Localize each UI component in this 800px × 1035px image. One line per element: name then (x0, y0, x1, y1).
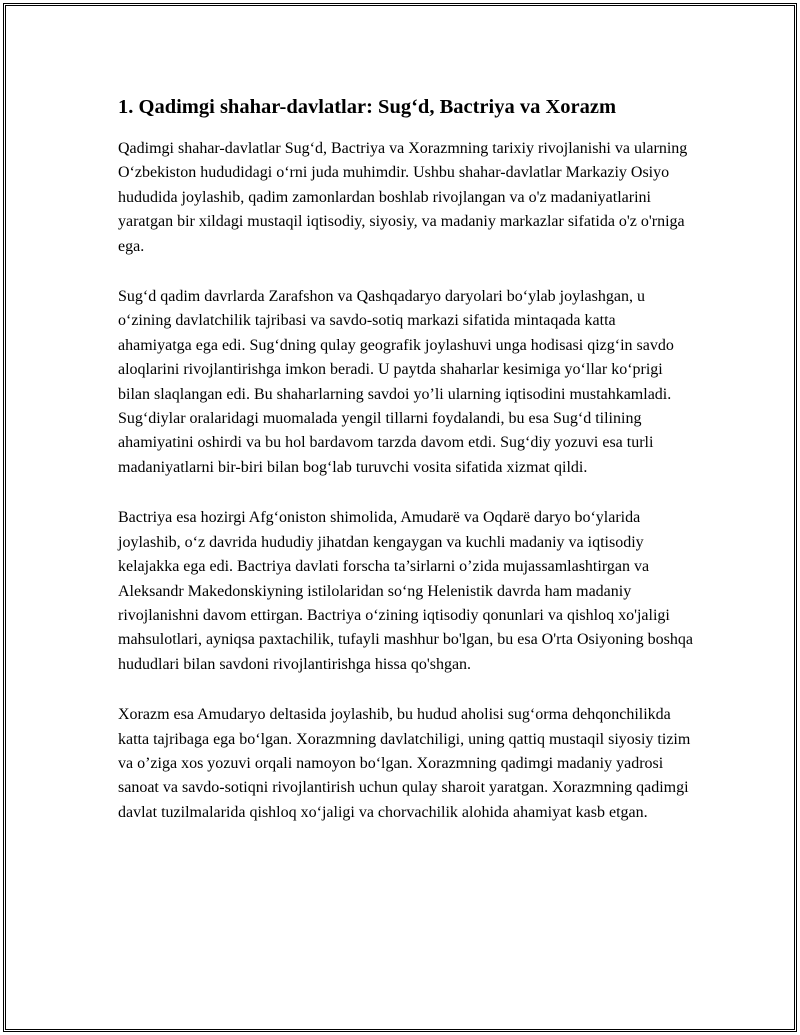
paragraph-intro: Qadimgi shahar-davlatlar Sug‘d, Bactriya va Xorazmning tarixiy rivojlanishi va ularning O‘zbekiston hududidagi o‘rni juda muhimdir. Ushbu shahar-davlatlar Markaziy Osiyo hududida joylashib, qadim zamonlardan boshlab rivojlangan va o'z madaniyatlarini yaratgan bir xildagi mustaqil iqtisodiy, siyosiy, va madaniy markazlar sifatida o'z o'rniga ega. (118, 140, 688, 255)
document-body (118, 95, 693, 851)
paragraph-xorazm: Xorazm esa Amudaryo deltasida joylashib, bu hudud aholisi sug‘orma dehqonchilikda katta tajribaga ega bo‘lgan. Xorazmning davlatchiligi, uning qattiq mustaqil siyosiy tizim va o’ziga xos yozuvi orqali namoyon bo‘lgan. Xorazmning qadimgi madaniy yadrosi sanoat va savdo-sotiqni rivojlantirish uchun qulay sharoit yaratgan. Xorazmning qadimgi davlat tuzilmalarida qishloq xo‘jaligi va chorvachilik alohida ahamiyat kasb etgan. (118, 706, 691, 821)
section-heading: 1. Qadimgi shahar-davlatlar: Sug‘d, Bactriya va Xorazm (118, 96, 617, 118)
paragraph-bactriya: Bactriya esa hozirgi Afg‘oniston shimolida, Amudarë va Oqdarë daryo bo‘ylarida joylashib, o‘z davrida hududiy jihatdan kengaygan va kuchli madaniy va iqtisodiy kelajakka ega edi. Bactriya davlati forscha ta’sirlarni o’zida mujassamlashtirgan va Aleksandr Makedonskiyning istilolaridan so‘ng Helenistik davrda ham madaniy rivojlanishni davom ettirgan. Bactriya o‘zining iqtisodiy qonunlari va qishloq xo'jaligi mahsulotlari, ayniqsa paxtachilik, tufayli mashhur bo'lgan, bu esa O'rta Osiyoning boshqa hududlari bilan savdoni rivojlantirishga hissa qo'shgan. (118, 509, 693, 673)
paragraph-sugd: Sug‘d qadim davrlarda Zarafshon va Qashqadaryo daryolari bo‘ylab joylashgan, u o‘zining davlatchilik tajribasi va savdo-sotiq markazi sifatida mintaqada katta ahamiyatga ega edi. Sug‘dning qulay geografik joylashuvi unga hodisasi qizg‘in savdo aloqlarini rivojlantirishga imkon beradi. U paytda shaharlar kesimiga yo‘llar ko‘prigi bilan slaqlangan edi. Bu shaharlarning savdoi yo’li ularning iqtisodini mustahkamladi. Sug‘diylar oralaridagi muomalada yengil tillarni foydalandi, bu esa Sug‘d tilining ahamiyatini oshirdi va bu hol bardavom tarzda davom etdi. Sug‘diy yozuvi esa turli madaniyatlarni bir-biri bilan bog‘lab turuvchi vosita sifatida xizmat qildi. (118, 288, 674, 476)
